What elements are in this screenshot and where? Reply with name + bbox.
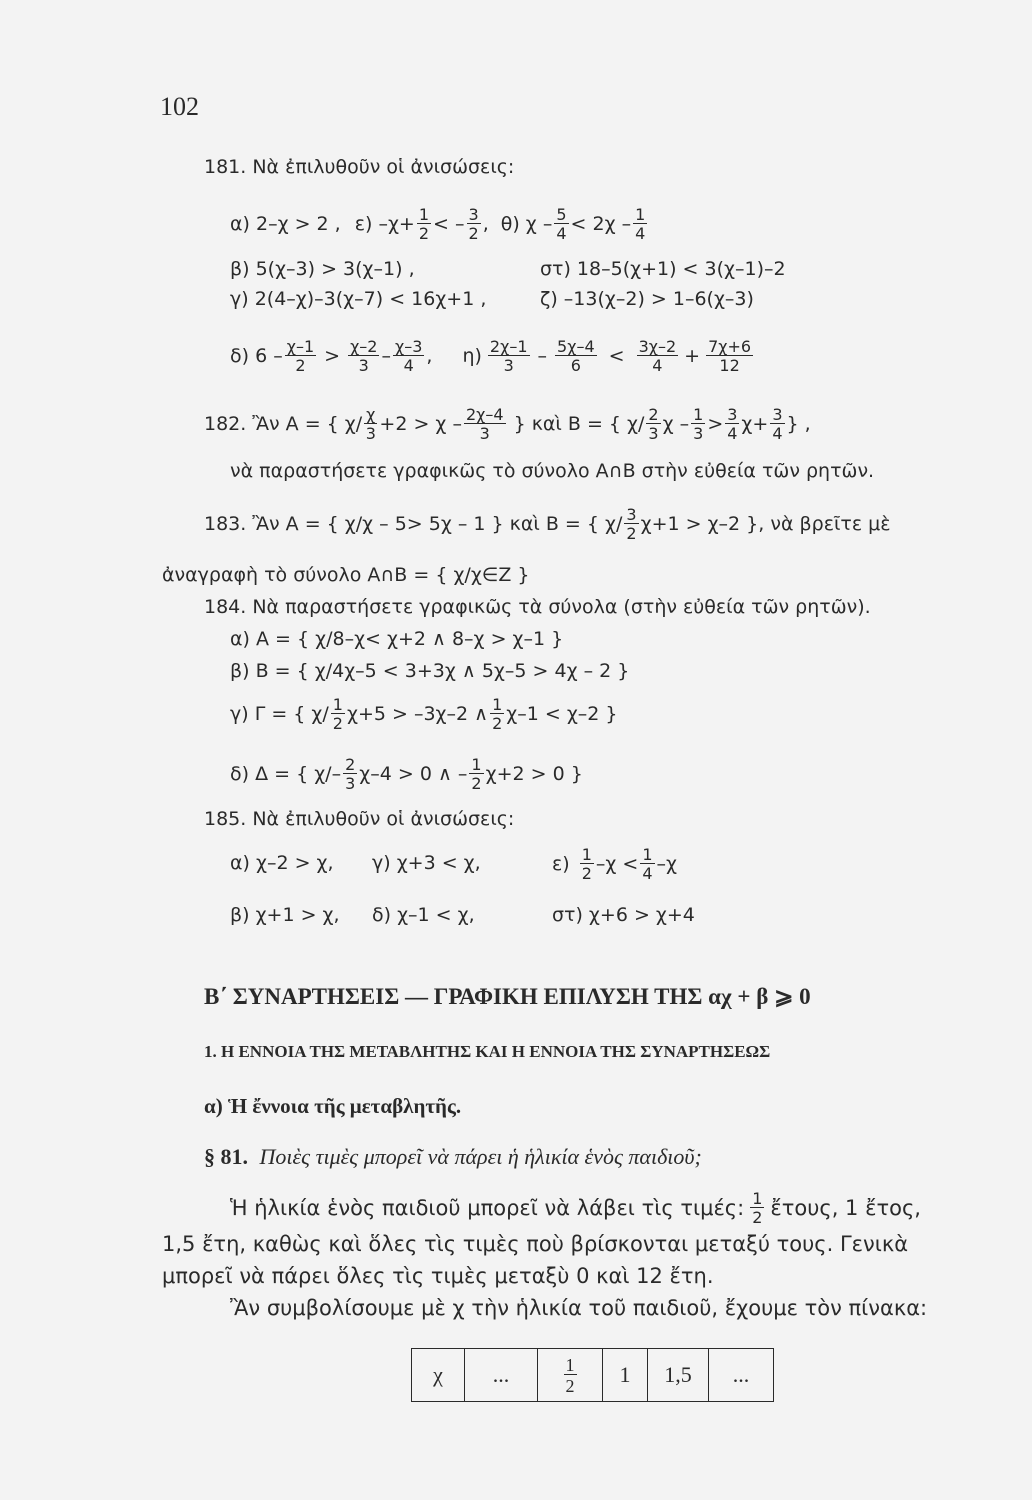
ex185-g: γ) χ+3 < χ, [372,852,481,874]
ex184-g-mid: χ+5 > –3χ–2 ∧ [346,703,489,725]
ex182-mid1: +2 > χ – [379,413,462,435]
ex182-mid3: χ – [662,413,690,435]
ex184-d [230,744,583,804]
section-title: Β΄ ΣΥΝΑΡΤΗΣΕΙΣ — ΓΡΑΦΙΚΗ ΕΠΙΛΥΣΗ ΤΗΣ αχ + β ⩾ 0 [204,984,811,1009]
exercise-182-line-1 [204,394,811,454]
ex181-d-minus: – [381,345,391,367]
ex185-e-mid: –χ < [595,853,639,875]
ex181-st: στ) 18–5(χ+1) < 3(χ–1)–2 [540,258,786,280]
ex181-eta-plus: + [684,345,701,367]
ex184-d-mid: χ–4 > 0 ∧ – [359,763,468,785]
fraction: $\frac{3}{4}$ [727,404,738,443]
ex184-g-pre: γ) Γ = { χ/ [230,703,329,725]
ex184-g-post: χ–1 < χ–2 } [506,703,618,725]
ex185-e-post: –χ [656,853,677,875]
fraction: $\frac{1}{2}$ [565,1354,575,1396]
fraction: $\frac{\chi-2}{3}$ [350,336,378,375]
paragraph-question: Ποιὲς τιμὲς μπορεῖ νὰ πάρει ἡ ἡλικία ἑνὸς παιδιοῦ; [259,1144,702,1169]
fraction: $\frac{2\chi-4}{3}$ [465,404,504,443]
fraction: $\frac{3}{4}$ [772,404,783,443]
fraction: $\frac{5}{4}$ [556,204,567,243]
ex181-e-mid: < – [433,213,465,235]
age-table [411,1348,774,1402]
table-cell [538,1349,603,1402]
exercise-184-title: 184. Νὰ παραστήσετε γραφικῶς τὰ σύνολα (στὴν εὐθεία τῶν ρητῶν). [204,596,871,618]
fraction: $\frac{3\chi-2}{4}$ [638,336,677,375]
fraction: $\frac{1}{2}$ [471,754,482,793]
fraction: $\frac{3}{2}$ [626,504,637,543]
table-row [412,1349,774,1402]
ex181-z: ζ) –13(χ–2) > 1–6(χ–3) [540,288,754,310]
para81-l1-pre: Ἡ ἡλικία ἑνὸς παιδιοῦ μπορεῖ νὰ λάβει τὶς τιμές: [230,1196,745,1220]
ex181-b: β) 5(χ–3) > 3(χ–1) , [230,258,415,280]
paragraph-number: § 81. [204,1144,248,1169]
para81-line-2: 1,5 ἔτη, καθὼς καὶ ὅλες τὶς τιμὲς ποὺ βρίσκονται μεταξύ τους. Γενικὰ [162,1232,909,1256]
fraction: $\frac{\chi-1}{2}$ [286,336,315,375]
fraction: $\frac{2}{3}$ [345,754,356,793]
ex181-eta-lt: < [608,345,625,367]
ex181-th-pre: θ) χ – [500,213,553,235]
ex184-g [230,684,618,744]
fraction: $\frac{1}{2}$ [332,694,343,733]
table-cell: ... [465,1349,538,1402]
ex181-eta-minus: – [537,345,548,367]
para81-line-3: μπορεῖ νὰ πάρει ὅλες τὶς τιμὲς μεταξὺ 0 καὶ 12 ἔτη. [162,1264,714,1288]
ex185-e-pre: ε) [552,853,570,875]
paragraph-81-heading [204,1144,702,1170]
ex185-a: α) χ–2 > χ, [230,852,334,874]
page-number: 102 [160,92,199,121]
ex182-mid4: > [707,413,724,435]
ex181-a: α) 2–χ > 2 , [230,213,341,235]
ex183-post: χ+1 > χ–2 }, νὰ βρεῖτε μὲ [640,513,891,535]
table-cell: ... [709,1349,774,1402]
fraction: $\frac{1}{4}$ [635,204,646,243]
fraction: $\frac{7\chi+6}{12}$ [708,336,752,375]
table-cell: 1,5 [648,1349,709,1402]
fraction: $\frac{1}{4}$ [642,844,653,883]
exercise-183-line-1 [204,494,891,554]
ex181-eta-pre: η) [462,345,482,367]
ex182-line-2: νὰ παραστήσετε γραφικῶς τὸ σύνολο Α∩Β στὴν εὐθεία τῶν ρητῶν. [230,460,875,482]
table-cell: χ [412,1349,465,1402]
table-cell: 1 [603,1349,648,1402]
ex182-mid5: χ+ [741,413,769,435]
exercise-181-title: 181. Νὰ ἐπιλυθοῦν οἱ ἀνισώσεις: [204,156,515,178]
exercise-181-row-1 [230,194,649,254]
ex181-e-post: , [482,213,489,235]
ex184-d-pre: δ) Δ = { χ/– [230,763,342,785]
ex184-a: α) Α = { χ/8–χ< χ+2 ∧ 8–χ > χ–1 } [230,628,564,650]
fraction: $\frac{3}{2}$ [468,204,479,243]
ex181-e-pre: ε) –χ+ [354,213,415,235]
ex185-e [552,834,677,894]
fraction: $\frac{\chi}{3}$ [365,404,376,443]
fraction: $\frac{1}{2}$ [418,204,430,243]
ex181-th-mid: < 2χ – [570,213,632,235]
ex185-b: β) χ+1 > χ, [230,904,340,926]
ex183-pre: 183. Ἂν Α = { χ/χ – 5> 5χ – 1 } καὶ Β = { χ/ [204,513,623,535]
para81-l1-post: ἔτους, 1 ἔτος, [770,1196,921,1220]
ex182-post: } , [786,413,811,435]
ex181-d-gt: > [324,345,341,367]
subsection-title: 1. Η ΕΝΝΟΙΑ ΤΗΣ ΜΕΤΑΒΛΗΤΗΣ ΚΑΙ Η ΕΝΝΟΙΑ ΤΗΣ ΣΥΝΑΡΤΗΣΕΩΣ [204,1042,771,1061]
sub-a-title: α) Ἡ ἔννοια τῆς μεταβλητῆς. [204,1094,462,1118]
fraction: $\frac{5\chi-4}{6}$ [557,336,595,375]
ex185-d: δ) χ–1 < χ, [372,904,475,926]
ex185-st: στ) χ+6 > χ+4 [552,904,695,926]
ex181-g: γ) 2(4–χ)–3(χ–7) < 16χ+1 , [230,288,487,310]
ex183-line-2: ἀναγραφὴ τὸ σύνολο Α∩Β = { χ/χ∈Ζ } [162,564,530,586]
ex181-d-pre: δ) 6 – [230,345,283,367]
ex184-b: β) Β = { χ/4χ–5 < 3+3χ ∧ 5χ–5 > 4χ – 2 } [230,660,630,682]
fraction: $\frac{1}{3}$ [693,404,704,443]
fraction: $\frac{2\chi-1}{3}$ [489,336,528,375]
fraction: $\frac{1}{2}$ [752,1188,763,1227]
ex182-pre: 182. Ἂν Α = { χ/ [204,413,363,435]
para81-line-1 [230,1178,921,1238]
fraction: $\frac{1}{2}$ [581,844,592,883]
exercise-181-row-delta [230,326,755,386]
para81-line-4: Ἂν συμβολίσουμε μὲ χ τὴν ἡλικία τοῦ παιδιοῦ, ἔχουμε τὸν πίνακα: [230,1296,928,1320]
ex184-d-post: χ+2 > 0 } [485,763,583,785]
ex181-d-comma: , [426,345,433,367]
fraction: $\frac{\chi-3}{4}$ [394,336,423,375]
fraction: $\frac{1}{2}$ [492,694,503,733]
fraction: $\frac{2}{3}$ [648,404,659,443]
exercise-185-title: 185. Νὰ ἐπιλυθοῦν οἱ ἀνισώσεις: [204,808,515,830]
ex182-mid2: } καὶ Β = { χ/ [513,413,645,435]
